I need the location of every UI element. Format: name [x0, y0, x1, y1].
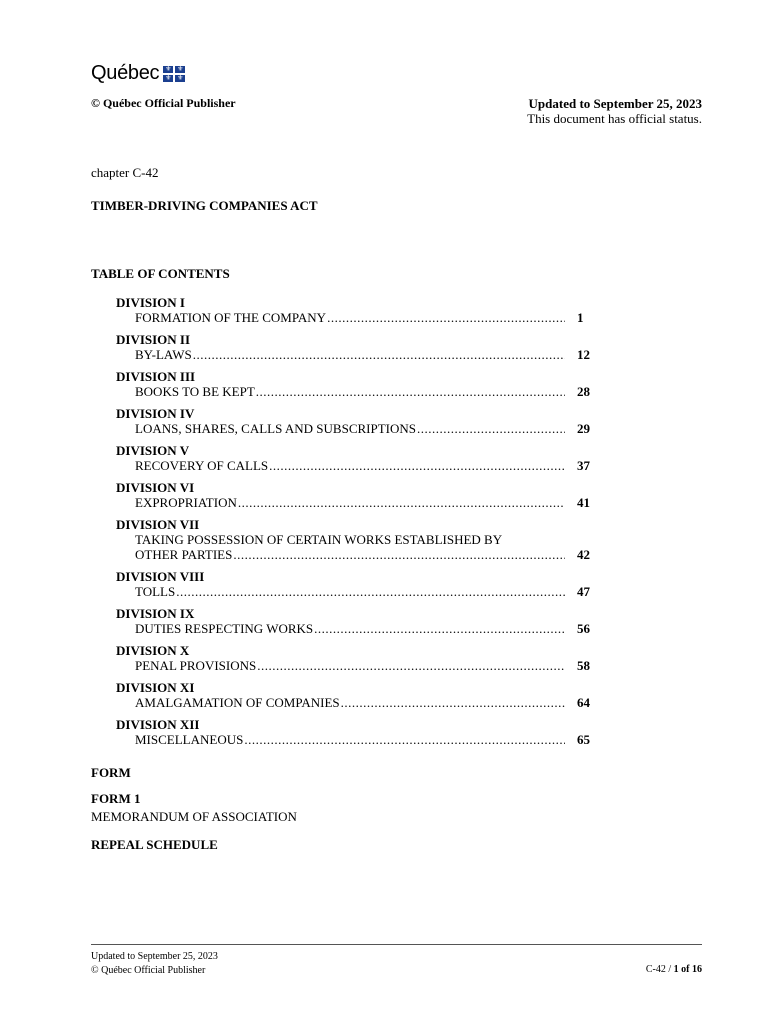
- toc-entry[interactable]: [116, 517, 591, 562]
- division-label: DIVISION VII: [116, 517, 200, 532]
- leader-dots: [238, 495, 565, 510]
- chapter-ref: C-42 /: [645, 964, 674, 975]
- page-number: 56: [577, 621, 590, 636]
- leader-dots: [269, 458, 565, 473]
- toc-entry[interactable]: [116, 606, 591, 636]
- quebec-logo: [91, 62, 185, 85]
- leader-dots: [256, 384, 565, 399]
- division-title[interactable]: PENAL PROVISIONS: [135, 658, 257, 673]
- division-label: DIVISION VI: [116, 480, 195, 495]
- toc-entry[interactable]: [116, 295, 591, 325]
- act-title: TIMBER-DRIVING COMPANIES ACT: [91, 198, 318, 213]
- toc-entry[interactable]: [116, 680, 591, 710]
- leader-dots: [176, 584, 565, 599]
- division-title[interactable]: LOANS, SHARES, CALLS AND SUBSCRIPTIONS: [135, 421, 416, 436]
- division-title[interactable]: FORMATION OF THE COMPANY: [135, 310, 327, 325]
- page-number: 12: [577, 347, 590, 362]
- leader-dots: [327, 310, 565, 325]
- toc-entry[interactable]: [116, 569, 591, 599]
- page-of: 1 of 16: [673, 964, 702, 975]
- division-label: DIVISION II: [116, 332, 191, 347]
- leader-dots: [314, 621, 565, 636]
- division-title[interactable]: TOLLS: [135, 584, 176, 599]
- page-number: 65: [577, 732, 590, 747]
- leader-dots: [341, 695, 565, 710]
- updated-date: Updated to September 25, 2023: [528, 96, 702, 111]
- form-heading[interactable]: FORM: [91, 765, 131, 780]
- division-title[interactable]: RECOVERY OF CALLS: [135, 458, 269, 473]
- toc-entry[interactable]: [116, 406, 591, 436]
- logo-text: Québec: [91, 62, 160, 84]
- memorandum-title[interactable]: MEMORANDUM OF ASSOCIATION: [91, 809, 297, 824]
- leader-dots: [244, 732, 565, 747]
- page-number: 47: [577, 584, 590, 599]
- division-title[interactable]: DUTIES RESPECTING WORKS: [135, 621, 314, 636]
- division-label: DIVISION V: [116, 443, 190, 458]
- page-number: 28: [577, 384, 590, 399]
- page-number: 58: [577, 658, 590, 673]
- toc-entry[interactable]: [116, 480, 591, 510]
- division-title[interactable]: BY-LAWS: [135, 347, 192, 362]
- toc-heading: TABLE OF CONTENTS: [91, 266, 230, 281]
- footer-divider: [91, 944, 702, 945]
- toc-entry[interactable]: [116, 443, 591, 473]
- page-number: 64: [577, 695, 590, 710]
- division-label: DIVISION IV: [116, 406, 195, 421]
- toc-entry[interactable]: [116, 369, 591, 399]
- page-number: 37: [577, 458, 590, 473]
- footer-left: [91, 950, 218, 978]
- division-title[interactable]: AMALGAMATION OF COMPANIES: [135, 695, 340, 710]
- toc-entry[interactable]: [116, 643, 591, 673]
- division-label: DIVISION XI: [116, 680, 195, 695]
- leader-dots: [233, 547, 565, 562]
- official-status: This document has official status.: [527, 111, 702, 126]
- division-label: DIVISION VIII: [116, 569, 205, 584]
- page-number: 42: [577, 547, 590, 562]
- chapter-label: chapter C-42: [91, 165, 159, 180]
- division-label: DIVISION III: [116, 369, 196, 384]
- page-number: 29: [577, 421, 590, 436]
- leader-dots: [417, 421, 565, 436]
- division-label: DIVISION IX: [116, 606, 195, 621]
- leader-dots: [257, 658, 565, 673]
- division-title-line1[interactable]: TAKING POSSESSION OF CERTAIN WORKS ESTABLISHED BY: [135, 532, 503, 547]
- update-status: [527, 96, 702, 126]
- division-label: DIVISION XII: [116, 717, 200, 732]
- table-of-contents: [116, 295, 591, 754]
- page-indicator: [646, 964, 702, 975]
- publisher-label: © Québec Official Publisher: [91, 96, 236, 110]
- leader-dots: [193, 347, 565, 362]
- toc-entry[interactable]: [116, 717, 591, 747]
- footer-updated: Updated to September 25, 2023: [91, 951, 218, 962]
- footer-publisher: © Québec Official Publisher: [91, 965, 206, 976]
- division-title[interactable]: MISCELLANEOUS: [135, 732, 244, 747]
- page-number: 1: [577, 310, 584, 325]
- division-label: DIVISION X: [116, 643, 190, 658]
- fleur-de-lis-flag-icon: ⚜ ⚜ ⚜ ⚜: [165, 64, 184, 82]
- division-title[interactable]: OTHER PARTIES: [135, 547, 233, 562]
- page-number: 41: [577, 495, 590, 510]
- toc-entry[interactable]: [116, 332, 591, 362]
- division-title[interactable]: EXPROPRIATION: [135, 495, 237, 510]
- form-1-heading[interactable]: FORM 1: [91, 791, 141, 806]
- division-title[interactable]: BOOKS TO BE KEPT: [135, 384, 255, 399]
- division-label: DIVISION I: [116, 295, 185, 310]
- repeal-schedule-heading[interactable]: REPEAL SCHEDULE: [91, 837, 218, 852]
